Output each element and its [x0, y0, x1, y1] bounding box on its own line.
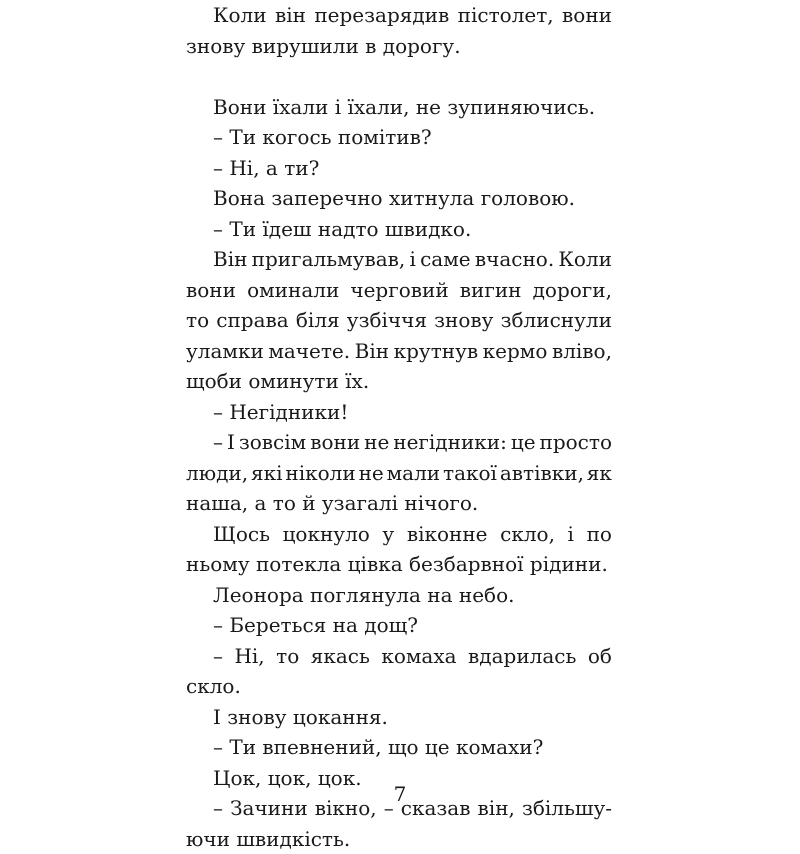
word: черговий [350, 275, 448, 306]
word: як [587, 458, 612, 489]
word: мачете. [268, 336, 350, 367]
word: кермо [483, 336, 548, 367]
word: автівки, [500, 458, 584, 489]
word: вони [310, 427, 360, 458]
text-line: знову вирушили в дорогу. [186, 31, 612, 62]
word: – [213, 641, 223, 672]
text-line [186, 336, 612, 367]
text-line [186, 0, 612, 31]
blank-line [186, 61, 612, 92]
text-line: – Ти впевнений, що це комахи? [186, 732, 612, 763]
word: перезарядив [314, 0, 449, 31]
word: які [251, 458, 283, 489]
text-line [186, 244, 612, 275]
text-line: – Ти когось помітив? [186, 122, 612, 153]
word: негідники: [393, 427, 507, 458]
word: збільшу- [522, 793, 612, 824]
word: – [213, 793, 223, 824]
word: вони [186, 275, 236, 306]
text-line: щоби оминути їх. [186, 366, 612, 397]
word: віконне [407, 519, 488, 550]
word: крутнув [394, 336, 479, 367]
word: вліво, [552, 336, 612, 367]
word: комаха [381, 641, 456, 672]
word: просто [540, 427, 612, 458]
word: – [213, 427, 223, 458]
word: вчасно. [475, 244, 554, 275]
word: І [227, 427, 235, 458]
word: пістолет, [458, 0, 554, 31]
word: Коли [558, 244, 612, 275]
body-text [186, 0, 612, 854]
word: об [588, 641, 612, 672]
word: не [364, 427, 389, 458]
word: то [276, 641, 299, 672]
word: і [409, 244, 415, 275]
word: вони [562, 0, 612, 31]
word: то [186, 305, 209, 336]
text-line: скло. [186, 671, 612, 702]
word: Щось [213, 519, 270, 550]
word: такої [443, 458, 497, 489]
word: якась [311, 641, 370, 672]
word: уламки [186, 336, 264, 367]
text-line: – Ти їдеш надто швидко. [186, 214, 612, 245]
word: він [275, 0, 306, 31]
word: у [382, 519, 394, 550]
word: Він [355, 336, 389, 367]
word: сказав [401, 793, 471, 824]
word: скло, [500, 519, 555, 550]
text-line [186, 305, 612, 336]
word: по [587, 519, 612, 550]
word: люди, [186, 458, 248, 489]
word: Він [213, 244, 247, 275]
text-line: ючи швидкість. [186, 824, 612, 854]
word: ніколи [285, 458, 355, 489]
text-line [186, 458, 612, 489]
word: знову [434, 305, 493, 336]
word: вікно, [315, 793, 377, 824]
text-line: Цок, цок, цок. [186, 763, 612, 794]
word: біля [296, 305, 340, 336]
word: пригальмував, [252, 244, 406, 275]
text-line: Вона заперечно хитнула головою. [186, 183, 612, 214]
text-line: Леонора поглянула на небо. [186, 580, 612, 611]
text-line [186, 427, 612, 458]
text-line: – Береться на дощ? [186, 610, 612, 641]
text-line: Вони їхали і їхали, не зупиняючись. [186, 92, 612, 123]
word: дороги, [533, 275, 612, 306]
word: Ні, [234, 641, 264, 672]
text-line: ньому потекла цівка безбарвної рідини. [186, 549, 612, 580]
text-line [186, 641, 612, 672]
text-line: – Негідники! [186, 397, 612, 428]
word: Зачини [230, 793, 308, 824]
word: Коли [213, 0, 267, 31]
word: – [384, 793, 394, 824]
word: оминали [247, 275, 339, 306]
text-line [186, 519, 612, 550]
page-number: 7 [0, 782, 800, 806]
text-line [186, 275, 612, 306]
word: саме [420, 244, 471, 275]
word: мали [387, 458, 441, 489]
word: справа [216, 305, 288, 336]
word: вдарилась [468, 641, 576, 672]
word: цокнуло [283, 519, 370, 550]
text-line: І знову цокання. [186, 702, 612, 733]
word: зовсім [239, 427, 306, 458]
word: узбіччя [347, 305, 427, 336]
word: зблиснули [501, 305, 612, 336]
word: вигин [460, 275, 522, 306]
word: він, [478, 793, 515, 824]
word: і [568, 519, 574, 550]
word: не [359, 458, 384, 489]
text-line: наша, а то й узагалі нічого. [186, 488, 612, 519]
text-line: – Ні, а ти? [186, 153, 612, 184]
word: це [511, 427, 536, 458]
